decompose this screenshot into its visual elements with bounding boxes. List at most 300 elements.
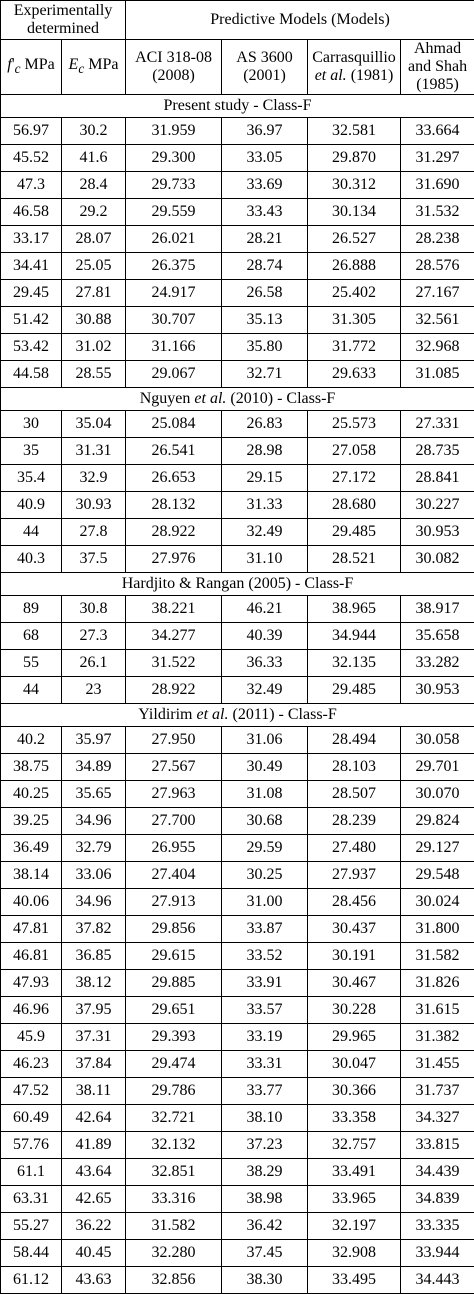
table-cell: 30.25: [222, 862, 308, 889]
table-row: [1, 943, 474, 970]
table-cell: 27.81: [62, 280, 126, 307]
table-cell: 34.89: [62, 754, 126, 781]
table-row: [1, 1267, 474, 1294]
table-row: [1, 1240, 474, 1267]
table-row: [1, 1159, 474, 1186]
table-cell: 33.77: [222, 1078, 308, 1105]
table-cell: 55.27: [1, 1213, 62, 1240]
table-cell: 47.52: [1, 1078, 62, 1105]
table-cell: 27.950: [126, 727, 222, 754]
table-cell: 31.737: [401, 1078, 474, 1105]
table-row: [1, 411, 474, 438]
table-cell: 27.480: [308, 835, 401, 862]
table-cell: 31.455: [401, 1051, 474, 1078]
table-cell: 28.132: [126, 492, 222, 519]
table-cell: 36.85: [62, 943, 126, 970]
table-cell: 31.00: [222, 889, 308, 916]
table-cell: 32.581: [308, 118, 401, 145]
table-cell: 33.335: [401, 1213, 474, 1240]
table-cell: 30.437: [308, 916, 401, 943]
table-cell: 32.79: [62, 835, 126, 862]
table-cell: 33.491: [308, 1159, 401, 1186]
table-cell: 29.701: [401, 754, 474, 781]
table-cell: 32.132: [126, 1132, 222, 1159]
table-cell: 29.786: [126, 1078, 222, 1105]
table-cell: 29.856: [126, 916, 222, 943]
table-row: [1, 997, 474, 1024]
table-cell: 33.282: [401, 650, 474, 677]
table-cell: 29.885: [126, 970, 222, 997]
table-cell: 25.573: [308, 411, 401, 438]
table-row: [1, 361, 474, 388]
table-cell: 68: [1, 623, 62, 650]
table-row: [1, 623, 474, 650]
table-cell: 33.17: [1, 226, 62, 253]
table-cell: 29.651: [126, 997, 222, 1024]
table-cell: 27.976: [126, 546, 222, 573]
table-cell: 37.95: [62, 997, 126, 1024]
table-cell: 30.2: [62, 118, 126, 145]
table-cell: 26.888: [308, 253, 401, 280]
table-cell: 46.21: [222, 596, 308, 623]
table-cell: 40.2: [1, 727, 62, 754]
fc-header: $f'_c$ MPa: [1, 40, 62, 95]
table-cell: 33.965: [308, 1186, 401, 1213]
table-cell: 34.327: [401, 1105, 474, 1132]
table-cell: 63.31: [1, 1186, 62, 1213]
table-cell: 30.082: [401, 546, 474, 573]
table-cell: 36.97: [222, 118, 308, 145]
table-cell: 29.824: [401, 808, 474, 835]
table-body: [1, 95, 474, 1294]
table-cell: 28.494: [308, 727, 401, 754]
table-cell: 28.55: [62, 361, 126, 388]
table-cell: 27.8: [62, 519, 126, 546]
table-cell: 35.658: [401, 623, 474, 650]
table-row: [1, 1186, 474, 1213]
table-cell: 33.91: [222, 970, 308, 997]
table-cell: 29.485: [308, 519, 401, 546]
table-cell: 35.4: [1, 465, 62, 492]
table-cell: 44: [1, 519, 62, 546]
table-cell: 31.800: [401, 916, 474, 943]
table-row: [1, 145, 474, 172]
table-cell: 29.485: [308, 677, 401, 704]
table-cell: 30.467: [308, 970, 401, 997]
table-row: [1, 781, 474, 808]
table-cell: 29.45: [1, 280, 62, 307]
table-cell: 45.52: [1, 145, 62, 172]
table-cell: 28.21: [222, 226, 308, 253]
experimental-header: Experimentally determined: [1, 1, 126, 40]
table-cell: 42.64: [62, 1105, 126, 1132]
table-cell: 55: [1, 650, 62, 677]
table-row: [1, 280, 474, 307]
table-row: [1, 438, 474, 465]
table-row: [1, 519, 474, 546]
table-cell: 30.8: [62, 596, 126, 623]
table-cell: 36.49: [1, 835, 62, 862]
table-cell: 38.917: [401, 596, 474, 623]
table-cell: 37.45: [222, 1240, 308, 1267]
table-cell: 29.965: [308, 1024, 401, 1051]
table-row: [1, 334, 474, 361]
ahmad-shah-header: Ahmad and Shah (1985): [401, 40, 474, 95]
table-cell: 31.06: [222, 727, 308, 754]
ec-header: $E_c$ MPa: [62, 40, 126, 95]
table-cell: 32.908: [308, 1240, 401, 1267]
table-cell: 31.31: [62, 438, 126, 465]
table-cell: 28.922: [126, 677, 222, 704]
table-cell: 31.10: [222, 546, 308, 573]
table-cell: 26.021: [126, 226, 222, 253]
table-cell: 34.839: [401, 1186, 474, 1213]
table-cell: 31.826: [401, 970, 474, 997]
table-cell: 35.65: [62, 781, 126, 808]
table-cell: 35.13: [222, 307, 308, 334]
table-cell: 47.3: [1, 172, 62, 199]
table-cell: 35.97: [62, 727, 126, 754]
table-cell: 33.57: [222, 997, 308, 1024]
table-cell: 89: [1, 596, 62, 623]
table-cell: 29.300: [126, 145, 222, 172]
table-cell: 29.127: [401, 835, 474, 862]
table-cell: 31.522: [126, 650, 222, 677]
table-cell: 34.443: [401, 1267, 474, 1294]
carrasquillio-header: Carrasquillio et al. (1981): [308, 40, 401, 95]
table-cell: 32.757: [308, 1132, 401, 1159]
table-cell: 32.9: [62, 465, 126, 492]
table-cell: 27.167: [401, 280, 474, 307]
section-title: Yildirim et al. (2011) - Class-F: [1, 704, 474, 727]
table-row: [1, 1132, 474, 1159]
table-row: [1, 862, 474, 889]
table-cell: 37.84: [62, 1051, 126, 1078]
table-cell: 30: [1, 411, 62, 438]
table-cell: 39.25: [1, 808, 62, 835]
table-cell: 32.856: [126, 1267, 222, 1294]
table-cell: 28.680: [308, 492, 401, 519]
table-cell: 56.97: [1, 118, 62, 145]
table-cell: 26.541: [126, 438, 222, 465]
table-cell: 31.772: [308, 334, 401, 361]
table-cell: 27.3: [62, 623, 126, 650]
as-header: AS 3600 (2001): [222, 40, 308, 95]
table-row: [1, 307, 474, 334]
table-cell: 30.68: [222, 808, 308, 835]
table-cell: 28.841: [401, 465, 474, 492]
table-cell: 34.944: [308, 623, 401, 650]
table-cell: 28.103: [308, 754, 401, 781]
table-cell: 36.33: [222, 650, 308, 677]
table-cell: 44.58: [1, 361, 62, 388]
table-cell: 33.664: [401, 118, 474, 145]
table-cell: 30.707: [126, 307, 222, 334]
table-cell: 57.76: [1, 1132, 62, 1159]
table-cell: 26.375: [126, 253, 222, 280]
table-row: [1, 253, 474, 280]
table-cell: 45.9: [1, 1024, 62, 1051]
table-cell: 27.331: [401, 411, 474, 438]
table-cell: 27.172: [308, 465, 401, 492]
table-cell: 33.815: [401, 1132, 474, 1159]
table-cell: 40.06: [1, 889, 62, 916]
table-row: [1, 1105, 474, 1132]
section-title: Nguyen et al. (2010) - Class-F: [1, 388, 474, 411]
table-cell: 33.05: [222, 145, 308, 172]
table-cell: 30.49: [222, 754, 308, 781]
table-cell: 34.96: [62, 808, 126, 835]
table-cell: 29.393: [126, 1024, 222, 1051]
table-row: [1, 226, 474, 253]
table-cell: 31.085: [401, 361, 474, 388]
table-cell: 32.968: [401, 334, 474, 361]
table-cell: 40.9: [1, 492, 62, 519]
table-cell: 30.228: [308, 997, 401, 1024]
table-cell: 28.74: [222, 253, 308, 280]
table-cell: 38.75: [1, 754, 62, 781]
table-cell: 28.576: [401, 253, 474, 280]
table-cell: 23: [62, 677, 126, 704]
table-cell: 25.05: [62, 253, 126, 280]
table-cell: 53.42: [1, 334, 62, 361]
table-cell: 29.067: [126, 361, 222, 388]
table-row: [1, 1213, 474, 1240]
table-cell: 30.953: [401, 519, 474, 546]
table-cell: 27.567: [126, 754, 222, 781]
table-row: [1, 492, 474, 519]
table-cell: 30.953: [401, 677, 474, 704]
table-cell: 33.495: [308, 1267, 401, 1294]
table-cell: 38.98: [222, 1186, 308, 1213]
table-row: [1, 172, 474, 199]
table-cell: 27.937: [308, 862, 401, 889]
table-cell: 29.633: [308, 361, 401, 388]
table-cell: 33.06: [62, 862, 126, 889]
table-cell: 32.197: [308, 1213, 401, 1240]
table-cell: 29.733: [126, 172, 222, 199]
table-cell: 33.358: [308, 1105, 401, 1132]
table-cell: 31.582: [401, 943, 474, 970]
table-cell: 40.45: [62, 1240, 126, 1267]
table-cell: 32.49: [222, 677, 308, 704]
table-cell: 29.559: [126, 199, 222, 226]
table-cell: 28.07: [62, 226, 126, 253]
table-cell: 28.456: [308, 889, 401, 916]
table-cell: 41.89: [62, 1132, 126, 1159]
table-cell: 43.64: [62, 1159, 126, 1186]
table-cell: 38.12: [62, 970, 126, 997]
table-cell: 32.280: [126, 1240, 222, 1267]
table-cell: 31.02: [62, 334, 126, 361]
section-title: Hardjito & Rangan (2005) - Class-F: [1, 573, 474, 596]
predictive-header: Predictive Models (Models): [126, 1, 474, 40]
table-cell: 29.2: [62, 199, 126, 226]
table-cell: 30.134: [308, 199, 401, 226]
table-cell: 29.15: [222, 465, 308, 492]
table-cell: 38.14: [1, 862, 62, 889]
table-cell: 33.87: [222, 916, 308, 943]
table-cell: 46.96: [1, 997, 62, 1024]
table-cell: 28.98: [222, 438, 308, 465]
table-cell: 40.25: [1, 781, 62, 808]
table-cell: 28.735: [401, 438, 474, 465]
table-cell: 34.439: [401, 1159, 474, 1186]
aci-header: ACI 318-08 (2008): [126, 40, 222, 95]
table-row: [1, 754, 474, 781]
table-cell: 26.653: [126, 465, 222, 492]
table-cell: 47.81: [1, 916, 62, 943]
table-cell: 34.277: [126, 623, 222, 650]
table-cell: 30.366: [308, 1078, 401, 1105]
section-title: Present study - Class-F: [1, 95, 474, 118]
table-cell: 28.507: [308, 781, 401, 808]
table-cell: 61.12: [1, 1267, 62, 1294]
table-cell: 58.44: [1, 1240, 62, 1267]
table-cell: 26.58: [222, 280, 308, 307]
table-cell: 30.312: [308, 172, 401, 199]
table-cell: 28.239: [308, 808, 401, 835]
table-cell: 41.6: [62, 145, 126, 172]
table-row: [1, 546, 474, 573]
table-cell: 35.80: [222, 334, 308, 361]
table-cell: 30.058: [401, 727, 474, 754]
table-cell: 27.913: [126, 889, 222, 916]
table-cell: 51.42: [1, 307, 62, 334]
table-cell: 40.39: [222, 623, 308, 650]
table-cell: 40.3: [1, 546, 62, 573]
table-cell: 32.851: [126, 1159, 222, 1186]
table-cell: 29.474: [126, 1051, 222, 1078]
table-cell: 30.070: [401, 781, 474, 808]
table-cell: 35.04: [62, 411, 126, 438]
table-cell: 42.65: [62, 1186, 126, 1213]
table-row: [1, 1078, 474, 1105]
table-row: [1, 835, 474, 862]
table-cell: 28.521: [308, 546, 401, 573]
table-cell: 38.965: [308, 596, 401, 623]
table-cell: 27.700: [126, 808, 222, 835]
table-cell: 32.561: [401, 307, 474, 334]
table-cell: 32.135: [308, 650, 401, 677]
table-row: [1, 650, 474, 677]
table-cell: 31.959: [126, 118, 222, 145]
table-row: [1, 1051, 474, 1078]
table-cell: 37.82: [62, 916, 126, 943]
table-cell: 25.402: [308, 280, 401, 307]
table-cell: 33.316: [126, 1186, 222, 1213]
table-cell: 29.548: [401, 862, 474, 889]
table-row: [1, 1024, 474, 1051]
table-row: [1, 118, 474, 145]
table-cell: 61.1: [1, 1159, 62, 1186]
table-cell: 33.944: [401, 1240, 474, 1267]
table-cell: 27.058: [308, 438, 401, 465]
table-cell: 47.93: [1, 970, 62, 997]
table-cell: 30.047: [308, 1051, 401, 1078]
table-cell: 30.024: [401, 889, 474, 916]
table-cell: 46.23: [1, 1051, 62, 1078]
table-cell: 38.10: [222, 1105, 308, 1132]
table-cell: 27.963: [126, 781, 222, 808]
table-cell: 31.615: [401, 997, 474, 1024]
table-cell: 30.88: [62, 307, 126, 334]
table-cell: 34.96: [62, 889, 126, 916]
table-cell: 36.42: [222, 1213, 308, 1240]
table-cell: 38.11: [62, 1078, 126, 1105]
table-cell: 31.08: [222, 781, 308, 808]
table-cell: 33.69: [222, 172, 308, 199]
table-cell: 28.922: [126, 519, 222, 546]
table-cell: 33.43: [222, 199, 308, 226]
table-row: [1, 916, 474, 943]
table-cell: 31.305: [308, 307, 401, 334]
table-cell: 36.22: [62, 1213, 126, 1240]
table-cell: 29.59: [222, 835, 308, 862]
table-cell: 31.33: [222, 492, 308, 519]
table-cell: 24.917: [126, 280, 222, 307]
table-cell: 31.297: [401, 145, 474, 172]
table-cell: 28.238: [401, 226, 474, 253]
table-cell: 33.19: [222, 1024, 308, 1051]
table-cell: 27.404: [126, 862, 222, 889]
table-cell: 31.532: [401, 199, 474, 226]
table-cell: 26.1: [62, 650, 126, 677]
table-cell: 37.31: [62, 1024, 126, 1051]
table-row: [1, 889, 474, 916]
table-cell: 37.23: [222, 1132, 308, 1159]
table-row: [1, 596, 474, 623]
table-cell: 31.582: [126, 1213, 222, 1240]
table-cell: 32.49: [222, 519, 308, 546]
table-cell: 26.527: [308, 226, 401, 253]
table-cell: 46.58: [1, 199, 62, 226]
table-cell: 38.29: [222, 1159, 308, 1186]
table-cell: 43.63: [62, 1267, 126, 1294]
table-cell: 31.382: [401, 1024, 474, 1051]
table-cell: 29.615: [126, 943, 222, 970]
table-cell: 25.084: [126, 411, 222, 438]
table-row: [1, 199, 474, 226]
table-cell: 35: [1, 438, 62, 465]
table-cell: 38.30: [222, 1267, 308, 1294]
table-cell: 29.870: [308, 145, 401, 172]
table-row: [1, 808, 474, 835]
table-cell: 26.955: [126, 835, 222, 862]
table-row: [1, 727, 474, 754]
table-cell: 34.41: [1, 253, 62, 280]
table-cell: 32.71: [222, 361, 308, 388]
table-cell: 33.52: [222, 943, 308, 970]
table-cell: 30.93: [62, 492, 126, 519]
table-row: [1, 677, 474, 704]
table-cell: 60.49: [1, 1105, 62, 1132]
table-cell: 31.166: [126, 334, 222, 361]
table-cell: 33.31: [222, 1051, 308, 1078]
table-cell: 28.4: [62, 172, 126, 199]
table-row: [1, 465, 474, 492]
table-cell: 31.690: [401, 172, 474, 199]
table-cell: 46.81: [1, 943, 62, 970]
table-row: [1, 970, 474, 997]
table-cell: 38.221: [126, 596, 222, 623]
table-cell: 37.5: [62, 546, 126, 573]
table-cell: 26.83: [222, 411, 308, 438]
table-cell: 30.227: [401, 492, 474, 519]
table-cell: 30.191: [308, 943, 401, 970]
table-cell: 32.721: [126, 1105, 222, 1132]
table-cell: 44: [1, 677, 62, 704]
